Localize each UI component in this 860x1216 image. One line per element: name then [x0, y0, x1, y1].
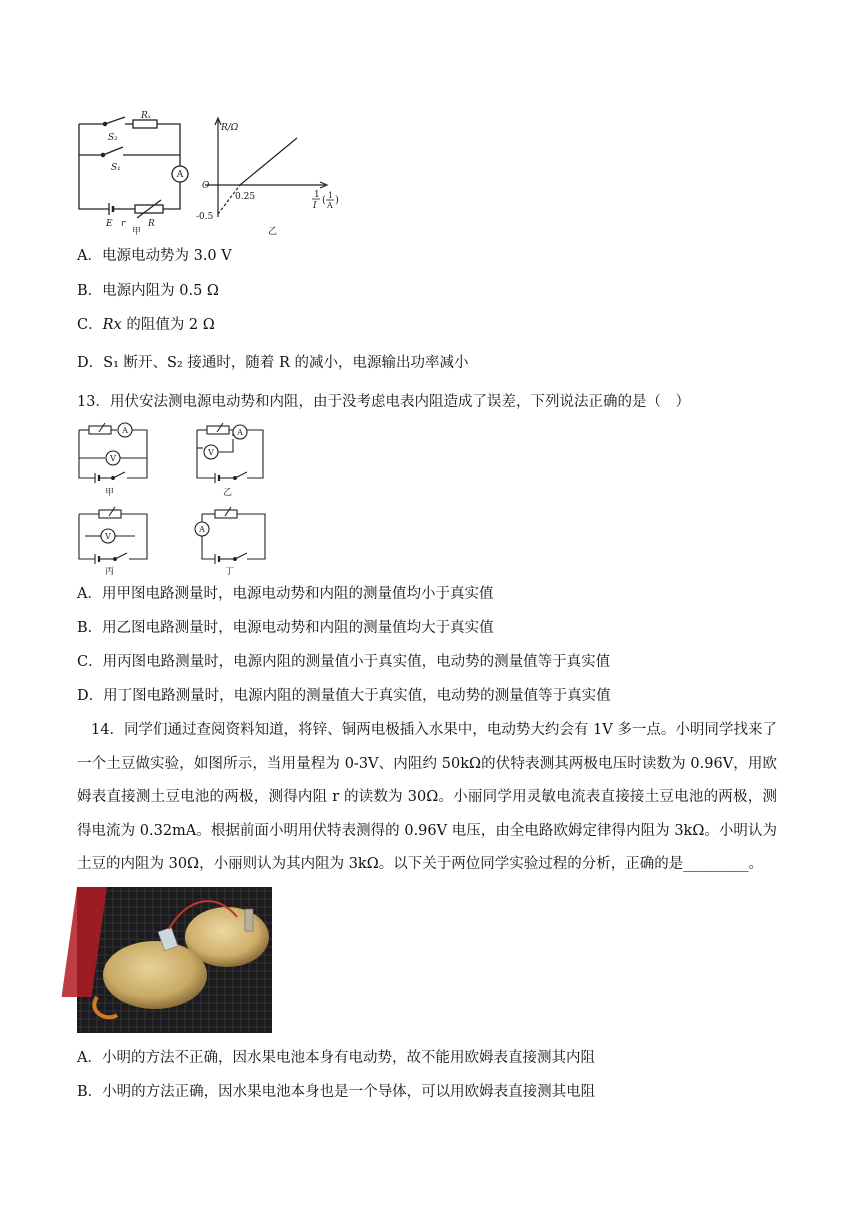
internal-r-label: r	[121, 219, 126, 229]
circuit-bing-13	[79, 507, 147, 564]
potato-battery-photo	[77, 887, 272, 1033]
circuit-jia-13	[79, 423, 147, 483]
s2-label: S₂	[108, 133, 118, 143]
graph-y-axis-label: R/Ω	[221, 123, 239, 133]
ammeter-symbol-label: A	[176, 170, 184, 180]
q13-option-d[interactable]: D．用丁图电路测量时，电源内阻的测量值大于真实值，电动势的测量值等于真实值	[77, 688, 611, 704]
graph-caption: 乙	[268, 227, 278, 237]
q14-stem: 14．同学们通过查阅资料知道，将锌、铜两电极插入水果中，电动势大约会有 1V 多一点。小明同学找来了一个土豆做实验，如图所示，当用量程为 0-3V、内阻约 50kΩ的伏特表测其两极电压时读数为 0.96V，用欧姆表直接测土豆电池的两极，测得内阻 r 的读数为 30Ω。小丽同学用灵敏电流表直接接土豆电池的两极，测得电流为 0.32mA。根据前面小明用伏特表测得的 0.96V 电压，由全电路欧姆定律得内阻为 3kΩ。小明认为土豆的内阻为 30Ω，小丽则认为其内阻为 3kΩ。以下关于两位同学实验过程的分析，正确的是_________。	[77, 722, 777, 872]
graph-x-intercept: 0.25	[235, 192, 256, 202]
meter-v-yi: V	[208, 448, 214, 457]
meter-v-bing: V	[105, 532, 111, 541]
caption-bing: 丙	[105, 567, 115, 577]
q14-option-a[interactable]: A．小明的方法不正确，因水果电池本身有电动势，故不能用欧姆表直接测其内阻	[77, 1050, 595, 1066]
q13-figure	[75, 422, 275, 577]
emf-label: E	[106, 219, 113, 229]
graph-x-num: 1	[314, 190, 320, 200]
caption-jia: 甲	[105, 488, 115, 498]
q12-option-a[interactable]: A．电源电动势为 3.0 V	[77, 248, 232, 264]
meter-a-jia: A	[122, 426, 128, 435]
caption-ding: 丁	[225, 567, 235, 577]
svg-text:): )	[335, 195, 339, 206]
meter-a-ding: A	[199, 525, 205, 534]
circuit-caption: 甲	[132, 227, 142, 237]
graph-origin-label: O	[202, 181, 210, 191]
q13-stem: 13．用伏安法测电源电动势和内阻，由于没考虑电表内阻造成了误差，下列说法正确的是（ ）	[77, 394, 690, 410]
circuit-jia	[79, 117, 188, 218]
caption-yi: 乙	[223, 488, 233, 498]
graph-x-den: I	[313, 201, 317, 211]
meter-a-yi: A	[237, 428, 243, 437]
q13-option-b[interactable]: B．用乙图电路测量时，电源电动势和内阻的测量值均大于真实值	[77, 620, 494, 636]
q13-option-c[interactable]: C．用丙图电路测量时，电源内阻的测量值小于真实值，电动势的测量值等于真实值	[77, 654, 611, 670]
graph-y-intercept: -0.5	[196, 212, 214, 222]
circuit-yi-13	[197, 423, 263, 483]
q12-option-b[interactable]: B．电源内阻为 0.5 Ω	[77, 283, 219, 299]
q14-option-b[interactable]: B．小明的方法正确，因水果电池本身也是一个导体，可以用欧姆表直接测其电阻	[77, 1084, 596, 1100]
graph-unit-den: A	[327, 201, 333, 210]
s1-label: S₁	[111, 163, 121, 173]
q12-option-c[interactable]: C．Rx 的阻值为 2 Ω	[77, 317, 215, 333]
meter-v-jia: V	[110, 454, 116, 463]
q12-option-d[interactable]: D．S₁ 断开、S₂ 接通时，随着 R 的减小，电源输出功率减小	[77, 355, 469, 371]
rheostat-label: R	[148, 219, 155, 229]
svg-text:(: (	[322, 195, 326, 206]
graph-unit-num: 1	[328, 191, 334, 200]
circuit-ding-13	[195, 507, 265, 564]
rx-label: Rₓ	[141, 111, 151, 121]
q13-option-a[interactable]: A．用甲图电路测量时，电源电动势和内阻的测量值均小于真实值	[77, 586, 494, 602]
potato-photo-image	[77, 887, 272, 1033]
q12-figure	[75, 112, 355, 237]
